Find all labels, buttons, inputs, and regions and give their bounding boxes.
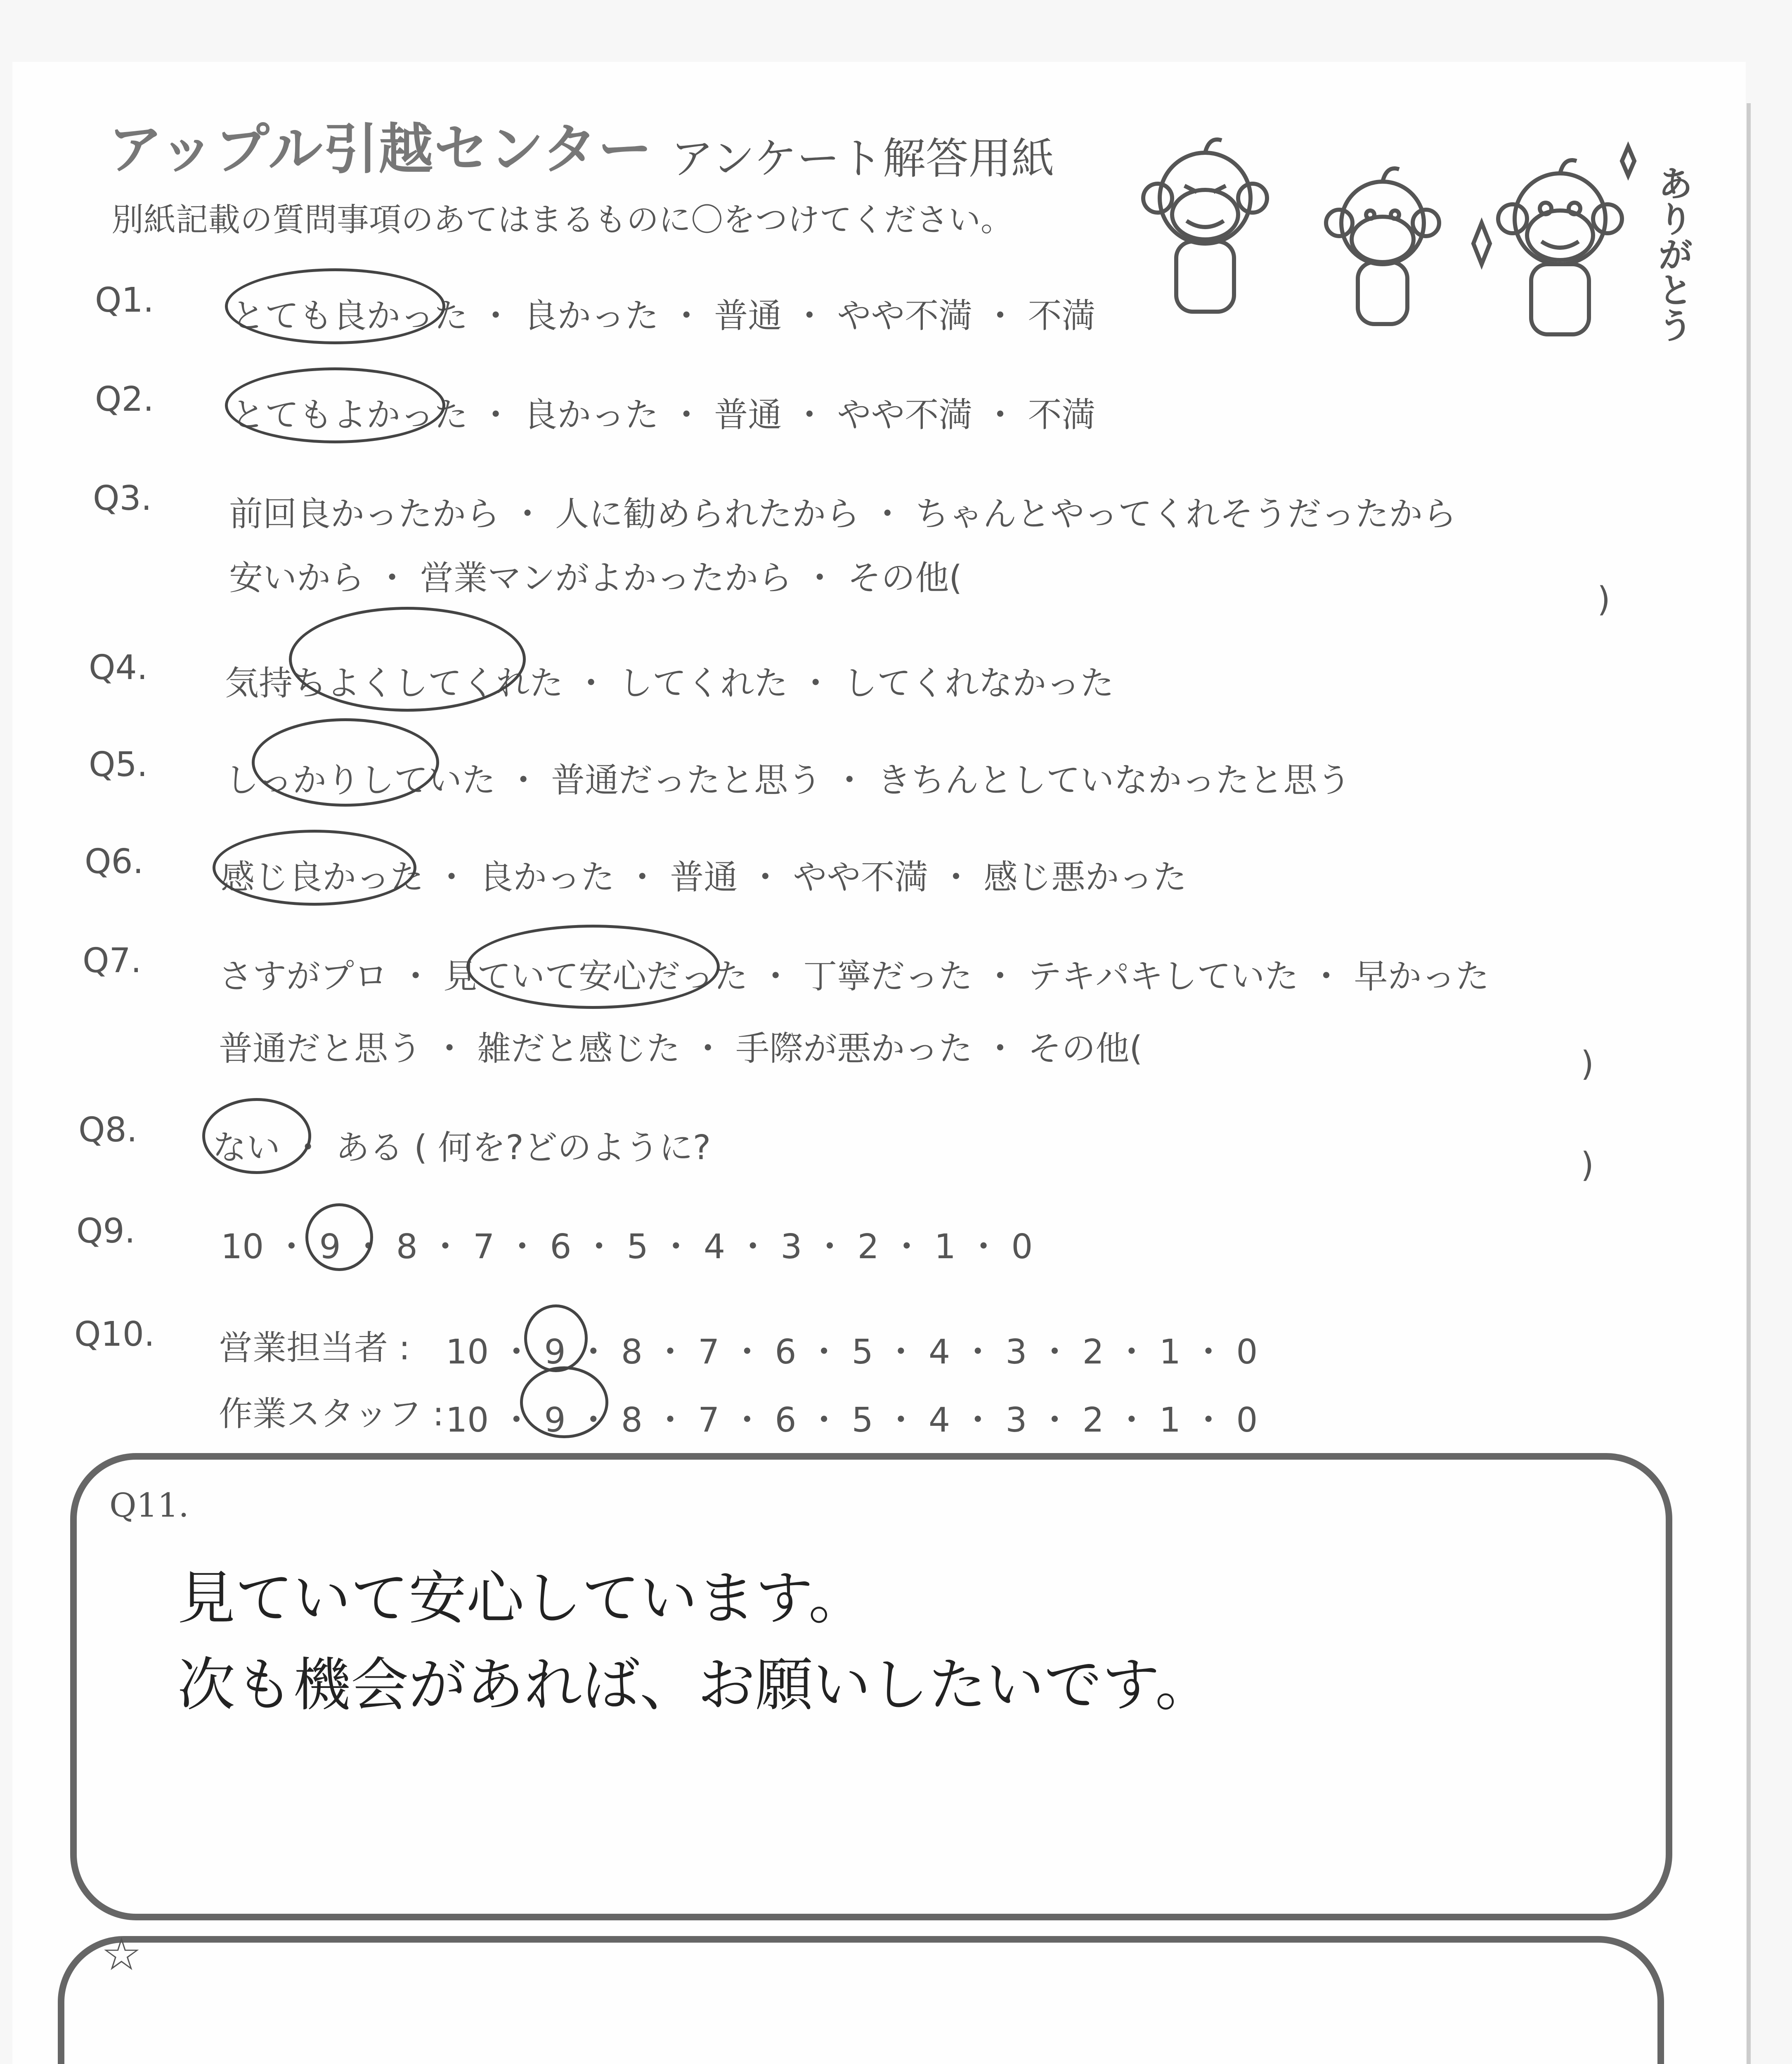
q1-options: とても良かった ・ 良かった ・ 普通 ・ やや不満 ・ 不満	[231, 296, 1096, 336]
q1-selection-circle	[225, 268, 445, 344]
q6-selection-circle	[213, 830, 416, 906]
q9-options: 10 ・ 9 ・ 8 ・ 7 ・ 6 ・ 5 ・ 4 ・ 3 ・ 2 ・ 1 ・ 0	[221, 1227, 1033, 1266]
q8-close-paren: )	[1581, 1146, 1594, 1185]
q7-options-line2: 普通だと思う ・ 雑だと感じた ・ 手際が悪かった ・ その他(	[219, 1029, 1143, 1068]
q10-label: Q10.	[74, 1315, 155, 1354]
mascot-right-icon	[1498, 160, 1622, 334]
q4-options: 気持ちよくしてくれた ・ してくれた ・ してくれなかった	[225, 664, 1114, 703]
q10-sales-scale: 10 ・ 9 ・ 8 ・ 7 ・ 6 ・ 5 ・ 4 ・ 3 ・ 2 ・ 1 ・ 0	[446, 1333, 1258, 1372]
q9-selection-circle	[305, 1203, 373, 1271]
mascot-middle-icon	[1326, 168, 1439, 324]
q10-staff-label: 作業スタッフ :	[219, 1394, 444, 1434]
brand-title: アップル引越センター	[108, 118, 653, 181]
q11-label: Q11.	[109, 1486, 189, 1524]
q7-close-paren: )	[1581, 1044, 1594, 1084]
form-title: アンケート解答用紙	[671, 133, 1054, 184]
q7-selection-circle	[466, 925, 720, 1009]
q8-selection-circle	[202, 1098, 311, 1174]
star-icon: ☆	[101, 1928, 142, 1981]
q1-label: Q1.	[95, 281, 154, 320]
q2-label: Q2.	[95, 380, 154, 419]
q4-label: Q4.	[89, 648, 148, 687]
mascot-thanks-text: ありがとう	[1652, 165, 1693, 343]
q6-label: Q6.	[85, 842, 144, 881]
q7-options-line1: さすがプロ ・ 見ていて安心だった ・ 丁寧だった ・ テキパキしていた ・ 早かった	[219, 957, 1489, 996]
q10-staff-selection-circle	[520, 1366, 608, 1438]
star-comment-box	[58, 1936, 1664, 2064]
q5-options: しっかりしていた ・ 普通だったと思う ・ きちんとしていなかったと思う	[225, 761, 1351, 800]
q5-selection-circle	[252, 718, 439, 807]
q3-options-line1: 前回良かったから ・ 人に勧められたから ・ ちゃんとやってくれそうだったから	[229, 495, 1457, 534]
scan-edge	[1747, 103, 1751, 2064]
q3-close-paren: )	[1597, 580, 1610, 619]
q8-options: ない ・ ある ( 何を?どのように?	[213, 1128, 711, 1167]
q10-sales-selection-circle	[524, 1304, 588, 1372]
q10-sales-label: 営業担当者 :	[219, 1328, 410, 1368]
q11-handwritten-line2: 次も機会があれば、お願いしたいです。	[177, 1652, 1213, 1719]
q11-handwritten-line1: 見ていて安心しています。	[177, 1565, 866, 1632]
q8-label: Q8.	[78, 1110, 137, 1150]
q9-label: Q9.	[76, 1212, 135, 1251]
q7-label: Q7.	[83, 941, 142, 980]
q2-options: とてもよかった ・ 良かった ・ 普通 ・ やや不満 ・ 不満	[231, 395, 1096, 435]
mascot-left-icon	[1143, 140, 1267, 312]
q6-options: 感じ良かった ・ 良かった ・ 普通 ・ やや不満 ・ 感じ悪かった	[221, 858, 1187, 897]
q5-label: Q5.	[89, 745, 148, 784]
mascot-illustration	[1114, 136, 1713, 367]
instruction-text: 別紙記載の質問事項のあてはまるものに〇をつけてください。	[111, 201, 1013, 239]
q3-options-line2: 安いから ・ 営業マンがよかったから ・ その他(	[229, 559, 962, 598]
q3-label: Q3.	[93, 479, 152, 518]
q2-selection-circle	[225, 367, 445, 443]
q10-staff-scale: 10 ・ 9 ・ 8 ・ 7 ・ 6 ・ 5 ・ 4 ・ 3 ・ 2 ・ 1 ・ 0	[446, 1401, 1258, 1440]
q4-selection-circle	[289, 607, 526, 712]
